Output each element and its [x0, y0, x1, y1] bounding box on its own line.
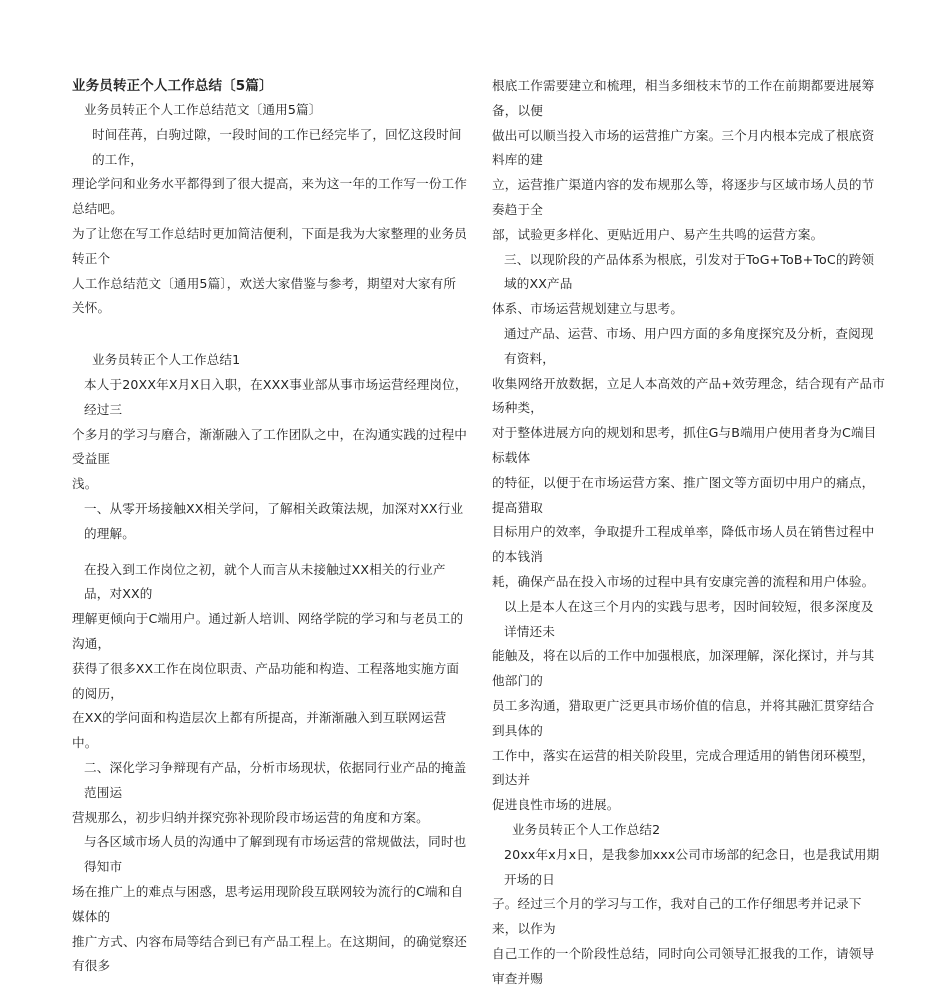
text-line: 二、深化学习争辩现有产品，分析市场现状，依据同行业产品的掩盖范围运	[84, 759, 467, 800]
spacer	[72, 547, 468, 558]
text-line: 员工多沟通，猎取更广泛更具市场价值的信息，并将其融汇贯穿结合到具体的	[492, 697, 875, 738]
paragraph	[72, 497, 468, 547]
section-heading: 业务员转正个人工作总结2	[512, 821, 661, 837]
text-line: 子。经过三个月的学习与工作，我对自己的工作仔细思考并记录下来，以作为	[492, 896, 862, 937]
paragraph	[492, 843, 886, 991]
text-line: 收集网络开放数据，立足人本高效的产品+效劳理念，结合现有产品市场种类，	[492, 375, 886, 416]
text-line: 通过产品、运营、市场、用户四方面的多角度探究及分析，查阅现有资料，	[504, 325, 874, 366]
spacer	[72, 321, 468, 348]
section-heading: 业务员转正个人工作总结1	[92, 352, 241, 368]
text-line: 20xx年x月x日，是我参加xxx公司市场部的纪念日，也是我试用期开场的日	[504, 846, 880, 887]
text-line: 以上是本人在这三个月内的实践与思考，因时间较短，很多深度及详情还未	[504, 598, 874, 639]
text-line: 做出可以顺当投入市场的运营推广方案。三个月内根本完成了根底资料库的建	[492, 127, 875, 168]
text-line: 为了让您在写工作总结时更加简洁便利，下面是我为大家整理的业务员转正个	[72, 225, 468, 266]
text-line: 自己工作的一个阶段性总结，同时向公司领导汇报我的工作，请领导审查并赐	[492, 945, 875, 986]
text-line: 场在推广上的难点与困惑，思考运用现阶段互联网较为流行的C端和自媒体的	[72, 883, 464, 924]
text-line: 三、以现阶段的产品体系为根底，引发对于ToG+ToB+ToC的跨领域的XX产品	[504, 251, 875, 292]
paragraph	[72, 558, 468, 756]
text-line: 促进良性市场的进展。	[492, 797, 620, 813]
text-line: 目标用户的效率，争取提升工程成单率，降低市场人员在销售过程中的本钱消	[492, 524, 875, 565]
text-line: 立，运营推广渠道内容的发布规那么等，将逐步与区域市场人员的节奏趋于全	[492, 177, 875, 217]
left-column	[72, 74, 468, 979]
paragraph	[492, 74, 886, 248]
paragraph	[492, 322, 886, 595]
text-line: 在投入到工作岗位之初，就个人而言从未接触过XX相关的行业产品，对XX的	[84, 561, 446, 602]
document-title: 业务员转正个人工作总结〔5篇〕	[72, 78, 273, 94]
paragraph	[492, 595, 886, 818]
text-line: 人工作总结范文〔通用5篇〕，欢送大家借鉴与参考，期望对大家有所关怀。	[72, 275, 457, 316]
text-line: 在XX的学问面和构造层次上都有所提高，并渐渐融入到互联网运营中。	[72, 710, 447, 751]
text-line: 本人于20XX年X月X日入职，在XXX事业部从事市场运营经理岗位，经过三	[84, 376, 468, 417]
paragraph	[72, 123, 468, 321]
text-line: 工作中，落实在运营的相关阶段里，完成合理适用的销售闭环模型，到达并	[492, 747, 875, 788]
text-line: 部，试验更多样化、更贴近用户、易产生共鸣的运营方案。	[492, 226, 824, 242]
text-line: 根底工作需要建立和梳理，相当多细枝末节的工作在前期都要进展筹备，以便	[492, 78, 875, 118]
text-line: 的特征，以便于在市场运营方案、推广图文等方面切中用户的痛点，提高猎取	[492, 474, 875, 515]
text-line: 浅。	[72, 476, 98, 492]
document-subtitle: 业务员转正个人工作总结范文〔通用5篇〕	[84, 102, 322, 117]
text-line: 耗，确保产品在投入市场的过程中具有安康完善的流程和用户体验。	[492, 573, 875, 589]
paragraph	[492, 248, 886, 322]
text-line: 推广方式、内容布局等结合到已有产品工程上。在这期间，的确觉察还有很多	[72, 933, 468, 974]
paragraph	[72, 373, 468, 497]
text-line: 能触及，将在以后的工作中加强根底，加深理解，深化探讨，并与其他部门的	[492, 648, 875, 689]
text-line: 对于整体进展方向的规划和思考，抓住G与B端用户使用者身为C端目标载体	[492, 425, 877, 465]
right-column	[492, 74, 886, 991]
text-line: 营规那么，初步归纳并探究弥补现阶段市场运营的角度和方案。	[72, 809, 429, 825]
text-line: 与各区域市场人员的沟通中了解到现有市场运营的常规做法，同时也得知市	[84, 834, 467, 875]
text-line: 时间荏苒，白驹过隙，一段时间的工作已经完毕了，回忆这段时间的工作，	[92, 126, 462, 167]
text-line: 体系、市场运营规划建立与思考。	[492, 301, 684, 317]
text-line: 一、从零开场接触XX相关学问，了解相关政策法规，加深对XX行业的理解。	[84, 500, 464, 541]
paragraph	[72, 830, 468, 979]
text-line: 获得了很多XX工作在岗位职责、产品功能和构造、工程落地实施方面的阅历，	[72, 660, 460, 701]
text-line: 理解更倾向于C端用户。通过新人培训、网络学院的学习和与老员工的沟通，	[72, 611, 464, 651]
text-line: 理论学问和业务水平都得到了很大提高，来为这一年的工作写一份工作总结吧。	[72, 176, 468, 217]
text-line: 个多月的学习与磨合，渐渐融入了工作团队之中，在沟通实践的过程中受益匪	[72, 426, 468, 467]
paragraph	[72, 756, 468, 830]
